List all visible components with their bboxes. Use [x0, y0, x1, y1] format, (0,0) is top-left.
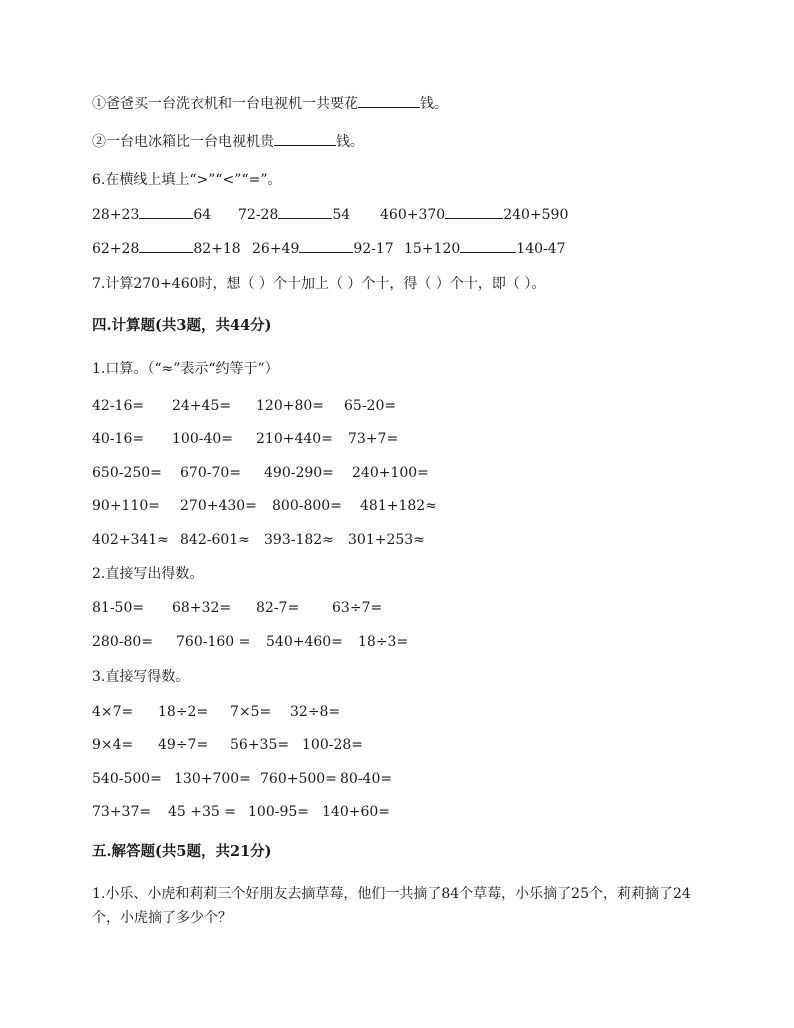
fill-item-2-suffix: 钱。	[336, 134, 364, 150]
calc-item: 49÷7=	[158, 737, 209, 753]
q6-title: 6.在横线上填上“>”“<”“=”。	[92, 172, 282, 188]
fill-item-1-text: ①爸爸买一台洗衣机和一台电视机一共要花	[92, 96, 358, 112]
calc-item: 9×4=	[92, 737, 134, 753]
compare-blank[interactable]	[460, 237, 516, 253]
calc-item: 140+60=	[322, 804, 390, 820]
calc-item: 4×7=	[92, 704, 134, 720]
section-4-problem-1-title: 1.口算。（“≈”表示“约等于”）	[92, 361, 279, 377]
calc-item: 68+32=	[172, 600, 232, 616]
compare-blank[interactable]	[278, 203, 332, 219]
calc-item: 82-7=	[256, 600, 300, 616]
fill-item-2	[92, 130, 364, 154]
compare-item: 460+370 240+590	[380, 203, 568, 227]
calc-item: 800-800=	[272, 498, 342, 514]
calc-item: 402+341≈	[92, 532, 169, 548]
answer-blank[interactable]	[274, 130, 336, 146]
calc-item: 56+35=	[230, 737, 290, 753]
calc-item: 73+37=	[92, 804, 152, 820]
section-4-problem-3-title: 3.直接写得数。	[92, 669, 190, 685]
calc-item: 18÷2=	[158, 704, 209, 720]
answer-blank[interactable]	[358, 92, 420, 108]
calc-item: 280-80=	[92, 634, 153, 650]
calc-item: 24+45=	[172, 398, 232, 414]
compare-blank[interactable]	[299, 237, 353, 253]
section-4-problem-2-title: 2.直接写出得数。	[92, 566, 204, 582]
calc-item: 210+440=	[256, 431, 333, 447]
calc-item: 100-28=	[302, 737, 363, 753]
calc-item: 490-290=	[264, 465, 334, 481]
calc-item: 40-16=	[92, 431, 145, 447]
calc-item: 32÷8=	[290, 704, 341, 720]
calc-item: 100-40=	[172, 431, 233, 447]
compare-blank[interactable]	[139, 203, 193, 219]
calc-item: 45 +35 =	[168, 804, 236, 820]
compare-item: 28+23 64	[92, 203, 211, 227]
calc-item: 240+100=	[352, 465, 429, 481]
calc-item: 73+7=	[348, 431, 399, 447]
calc-item: 301+253≈	[348, 532, 425, 548]
calc-item: 7×5=	[230, 704, 272, 720]
calc-item: 18÷3=	[358, 634, 409, 650]
calc-item: 65-20=	[344, 398, 397, 414]
compare-blank[interactable]	[139, 237, 193, 253]
fill-item-1	[92, 92, 448, 116]
calc-item: 760-160 =	[176, 634, 251, 650]
calc-item: 650-250=	[92, 465, 162, 481]
calc-item: 670-70=	[180, 465, 241, 481]
section-5-problem-1: 1.小乐、小虎和莉莉三个好朋友去摘草莓，他们一共摘了84个草莓，小乐摘了25个，莉莉摘了24个，小虎摘了多少个？	[92, 886, 691, 926]
compare-item: 26+49 92-17	[252, 237, 394, 261]
compare-item: 72-28 54	[238, 203, 350, 227]
section-4-heading: 四.计算题(共3题，共44分)	[92, 317, 272, 334]
calc-item: 540+460=	[266, 634, 343, 650]
calc-item: 481+182≈	[360, 498, 437, 514]
calc-item: 63÷7=	[332, 600, 383, 616]
calc-item: 90+110=	[92, 498, 160, 514]
calc-item: 393-182≈	[264, 532, 334, 548]
calc-item: 81-50=	[92, 600, 145, 616]
compare-item: 62+28 82+18	[92, 237, 241, 261]
calc-item: 130+700=	[174, 771, 251, 787]
calc-item: 842-601≈	[180, 532, 250, 548]
fill-item-2-text: ②一台电冰箱比一台电视机贵	[92, 134, 274, 150]
compare-blank[interactable]	[445, 203, 503, 219]
calc-item: 80-40=	[340, 771, 393, 787]
fill-item-1-suffix: 钱。	[420, 96, 448, 112]
compare-item: 15+120 140-47	[404, 237, 566, 261]
calc-item: 42-16=	[92, 398, 145, 414]
calc-item: 540-500=	[92, 771, 162, 787]
section-5-heading: 五.解答题(共5题，共21分)	[92, 843, 272, 860]
calc-item: 760+500=	[260, 771, 337, 787]
q7-text: 7.计算270+460时，想（ ）个十加上（ ）个十，得（ ）个十，即（ ）。	[92, 276, 546, 292]
calc-item: 100-95=	[248, 804, 309, 820]
calc-item: 120+80=	[256, 398, 324, 414]
calc-item: 270+430=	[180, 498, 257, 514]
